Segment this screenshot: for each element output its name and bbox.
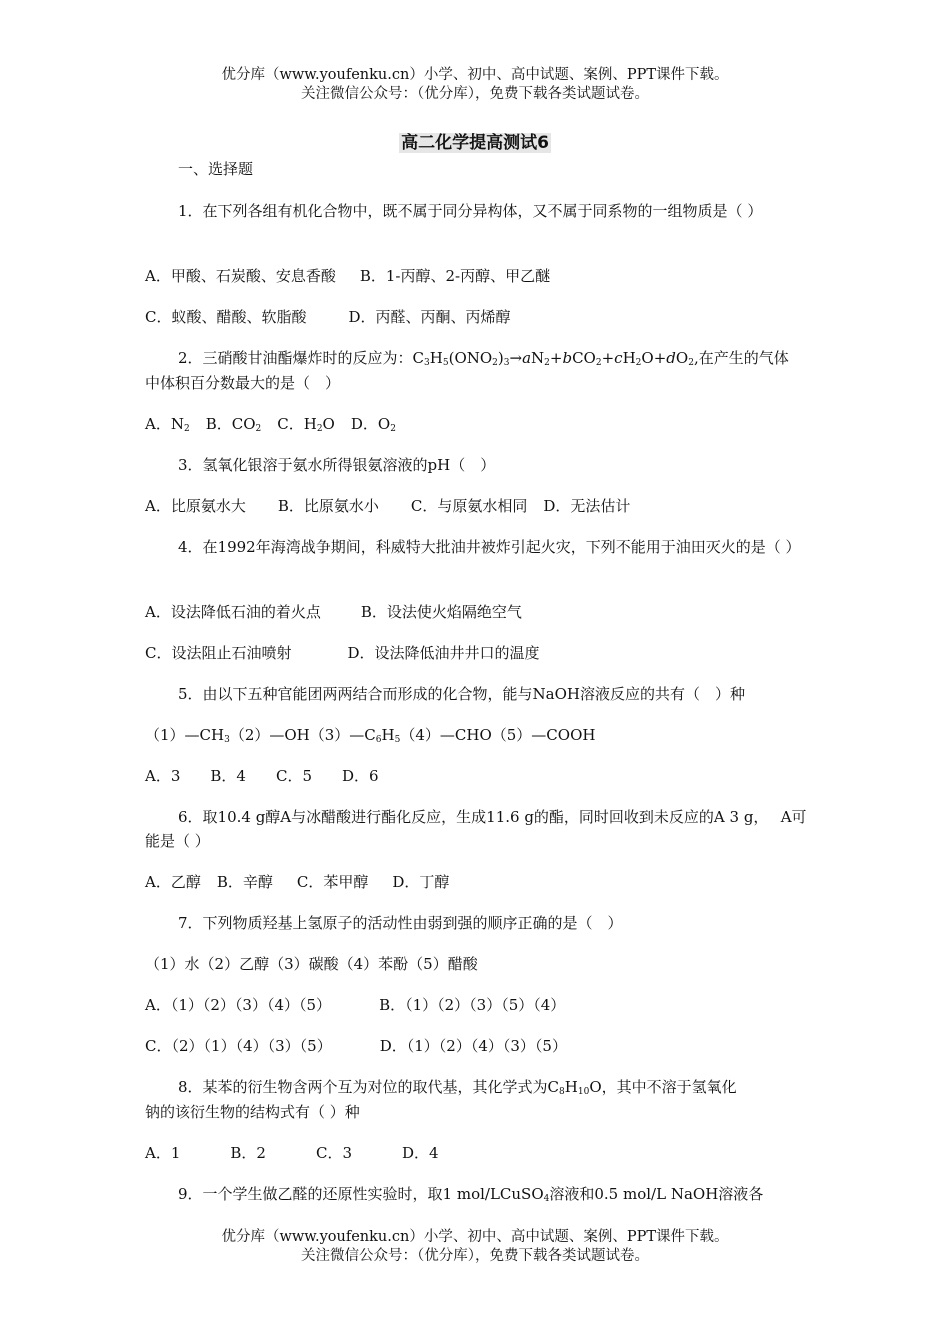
q3-options xyxy=(145,494,810,518)
q7-options-ab xyxy=(145,993,810,1017)
section-heading: 一、选择题 xyxy=(178,160,254,178)
q7-option-a: A．（1）（2）（3）（4）（5） xyxy=(145,996,332,1014)
q6-options xyxy=(145,870,810,894)
q8-stem-line1: 8．某苯的衍生物含两个互为对位的取代基，其化学式为$C_8H_{10}O$，其中不溶于氢氧化 xyxy=(178,1078,737,1097)
q2-option-b: B．$CO_2$ xyxy=(205,415,262,434)
q4-option-c: C．设法阻止石油喷射 xyxy=(145,644,292,662)
q3-option-c: C．与原氨水相同 xyxy=(410,497,528,515)
q3-option-d: D．无法估计 xyxy=(543,497,631,515)
q6-option-c: C．苯甲醇 xyxy=(296,873,369,891)
footer-line-1: 优分库（www.youfenku.cn）小学、初中、高中试题、案例、PPT课件下载。 xyxy=(221,1229,729,1245)
q7-option-c: C．（2）（1）（4）（3）（5） xyxy=(145,1037,332,1055)
q7-option-d: D．（1）（2）（4）（3）（5） xyxy=(379,1037,567,1055)
q2-option-c: C．$H_2O$ xyxy=(277,415,335,434)
q7-stem: 7．下列物质羟基上氢原子的活动性由弱到强的顺序正确的是（ ） xyxy=(178,914,623,932)
page-title: 高二化学提高测试6 xyxy=(401,133,549,153)
q3-option-a: A．比原氨水大 xyxy=(145,497,246,515)
q1-options-ab xyxy=(145,264,810,288)
q2-stem-line2: 中体积百分数最大的是（ ） xyxy=(145,374,341,392)
q4-options-cd xyxy=(145,641,810,665)
q5-option-d: D．6 xyxy=(342,767,379,785)
q8-option-c: C．3 xyxy=(315,1144,352,1162)
q7-list: （1）水（2）乙醇（3）碳酸（4）苯酚（5）醋酸 xyxy=(145,955,478,973)
q3-stem: 3．氢氧化银溶于氨水所得银氨溶液的pH（ ） xyxy=(178,456,496,474)
q1-option-d: D．丙醛、丙酮、丙烯醇 xyxy=(348,308,511,326)
q8-option-d: D．4 xyxy=(402,1144,439,1162)
q4-option-b: B．设法使火焰隔绝空气 xyxy=(360,603,522,621)
q6-stem: 6．取10.4 g醇A与冰醋酸进行酯化反应，生成11.6 g的酯，同时回收到未反应的A 3 g， A可能是（ ） xyxy=(145,808,807,850)
q7-options-cd xyxy=(145,1034,810,1058)
q5-groups: $(1)—CH_3(2)—OH(3)—C_6H_5(4)—CHO(5)—COOH$ xyxy=(145,726,596,745)
q8-options xyxy=(145,1141,810,1165)
q3-option-b: B．比原氨水小 xyxy=(277,497,379,515)
q1-option-b: B．1-丙醇、2-丙醇、甲乙醚 xyxy=(359,267,551,285)
q1-options-cd xyxy=(145,305,810,329)
q8-stem-line2: 钠的该衍生物的结构式有（ ）种 xyxy=(145,1103,360,1121)
q9-stem: 9．一个学生做乙醛的还原性实验时，取1 mol/LCuSO$_4$溶液和0.5 mol/L NaOH溶液各 xyxy=(178,1185,764,1204)
q8-option-b: B．2 xyxy=(230,1144,266,1162)
q1-option-a: A．甲酸、石炭酸、安息香酸 xyxy=(145,267,336,285)
q2-stem-line1: 2．三硝酸甘油酯爆炸时的反应为：$C_3H_5(ONO_2)_3\to aN_2+bCO_2+cH_2O+dO_2$,在产生的气体 xyxy=(178,349,789,368)
q6-option-d: D．丁醇 xyxy=(392,873,450,891)
q8-option-a: A．1 xyxy=(145,1144,181,1162)
q5-stem: 5．由以下五种官能团两两结合而形成的化合物，能与NaOH溶液反应的共有（ ）种 xyxy=(178,685,745,703)
q5-option-b: B．4 xyxy=(210,767,246,785)
q2-option-d: D．$O_2$ xyxy=(350,415,396,434)
q1-stem: 1．在下列各组有机化合物中，既不属于同分异构体，又不属于同系物的一组物质是（ ） xyxy=(178,202,763,220)
page-footer xyxy=(0,1228,950,1266)
q5-option-c: C．5 xyxy=(275,767,312,785)
footer-line-2: 关注微信公众号：（优分库），免费下载各类试题试卷。 xyxy=(301,1248,649,1264)
header-line-2: 关注微信公众号：（优分库），免费下载各类试题试卷。 xyxy=(301,86,649,102)
q4-option-a: A．设法降低石油的着火点 xyxy=(145,603,321,621)
q6-option-b: B．辛醇 xyxy=(216,873,273,891)
q4-options-ab xyxy=(145,600,810,624)
q4-option-d: D．设法降低油井井口的温度 xyxy=(347,644,540,662)
q2-option-a: A．$N_2$ xyxy=(145,415,190,434)
q5-option-a: A．3 xyxy=(145,767,181,785)
q2-options xyxy=(145,412,810,436)
header-line-1: 优分库（www.youfenku.cn）小学、初中、高中试题、案例、PPT课件下载。 xyxy=(221,67,729,83)
q4-stem: 4．在1992年海湾战争期间，科威特大批油井被炸引起火灾，下列不能用于油田灭火的是（ ） xyxy=(178,538,801,556)
q1-option-c: C．蚁酸、醋酸、软脂酸 xyxy=(145,308,307,326)
q5-options xyxy=(145,764,810,788)
q6-option-a: A．乙醇 xyxy=(145,873,201,891)
q7-option-b: B．（1）（2）（3）（5）（4） xyxy=(379,996,566,1014)
page-header xyxy=(0,66,950,104)
